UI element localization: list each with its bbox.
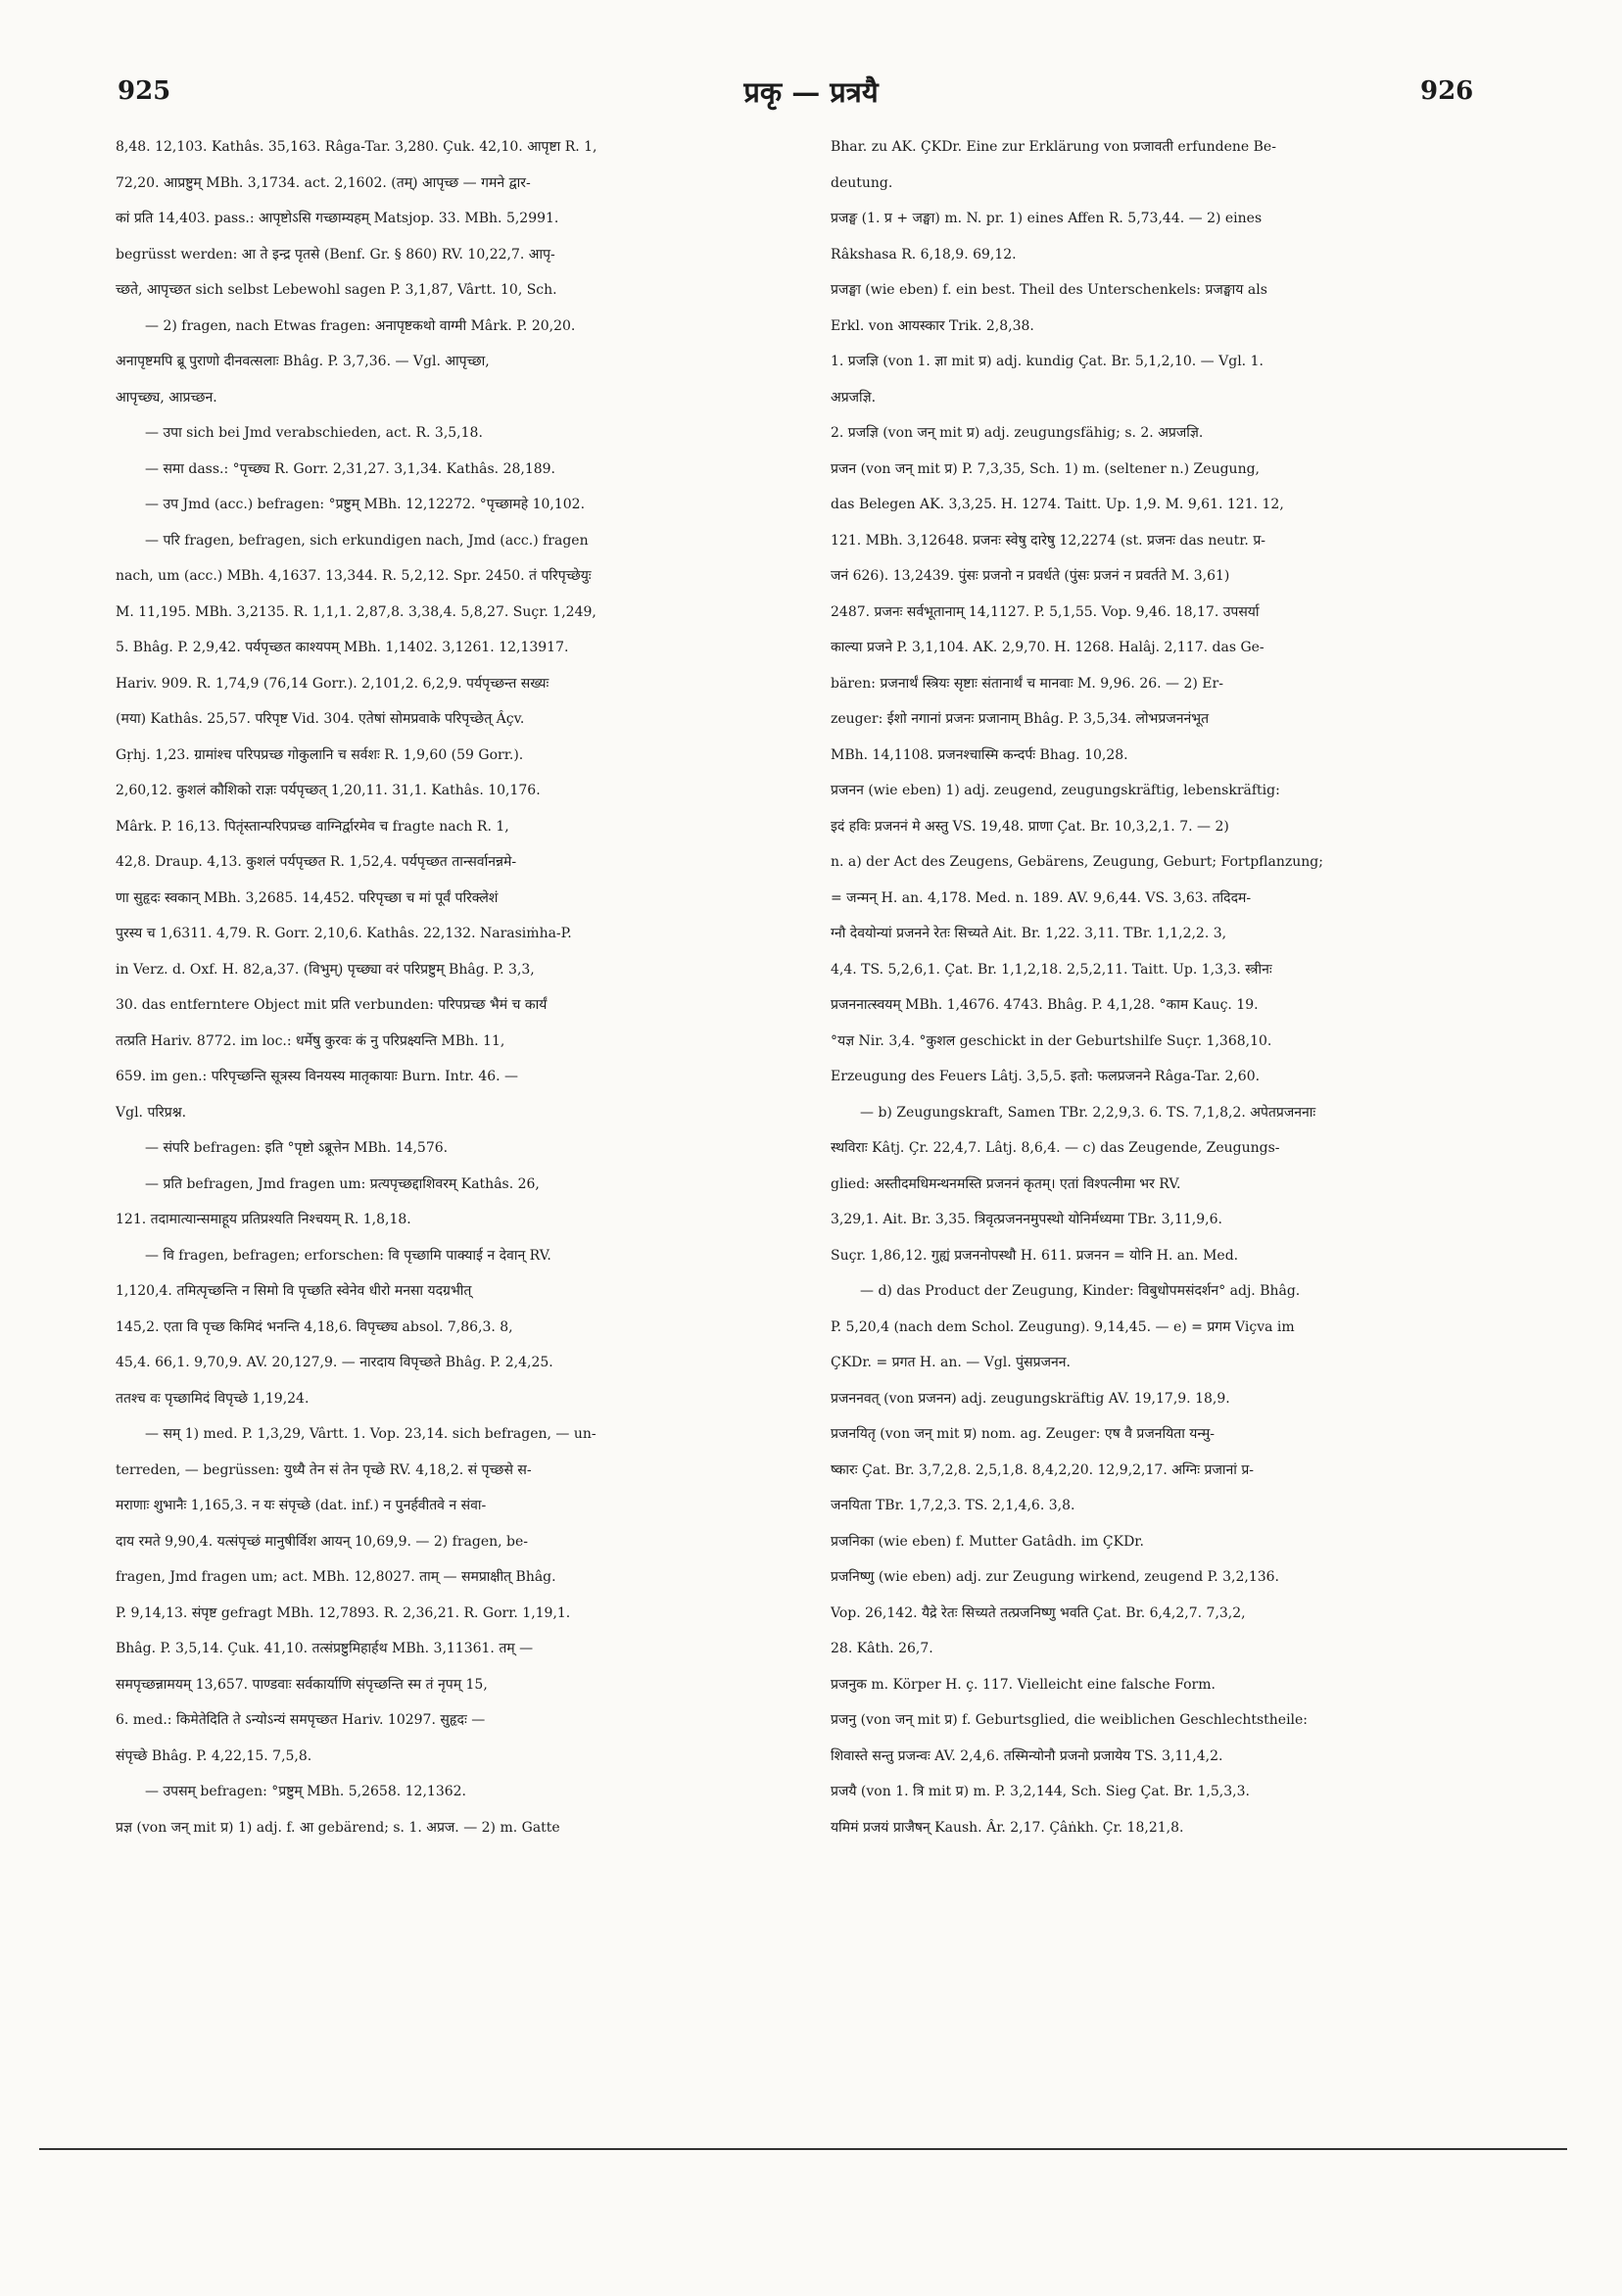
text-line: ततश्च वः पृच्छामिदं विपृच्छे 1,19,24. xyxy=(116,1390,310,1407)
text-line: 659. im gen.: परिपृच्छन्ति सूत्रस्य विनयस्य मातृकायाः Burn. Intr. 46. — xyxy=(116,1069,519,1084)
text-line: — समा dass.: °पृच्छ्य R. Gorr. 2,31,27. 3,1,34. Kathâs. 28,189. xyxy=(145,460,556,477)
text-line: स्थविराः Kâtj. Çr. 22,4,7. Lâtj. 8,6,4. — c) das Zeugende, Zeugungs- xyxy=(831,1140,1280,1156)
text-line: Bhâg. P. 3,5,14. Çuk. 41,10. तत्संप्रष्टुमिहार्हथ MBh. 3,11361. तम् — xyxy=(116,1641,534,1656)
text-line: zeuger: ईशो नगानां प्रजनः प्रजानाम् Bhâg. P. 3,5,34. लोभप्रजननंभूत xyxy=(831,711,1210,727)
bottom-rule xyxy=(39,2148,1567,2150)
text-line: 1. प्रजज्ञि (von 1. ज्ञा mit प्र) adj. kundig Çat. Br. 5,1,2,10. — Vgl. 1. xyxy=(831,354,1264,369)
text-line: Râkshasa R. 6,18,9. 69,12. xyxy=(831,246,1017,263)
text-line: — उपसम् befragen: °प्रष्टुम् MBh. 5,2658. 12,1362. xyxy=(145,1784,466,1799)
text-line: (मया) Kathâs. 25,57. परिपृष्ट Vid. 304. एतेषां सोमप्रवाके परिपृच्छेत् Âçv. xyxy=(116,711,525,727)
text-line: 2. प्रजज्ञि (von जन् mit प्र) adj. zeugungsfähig; s. 2. अप्रजज्ञि. xyxy=(831,425,1204,441)
text-line: तत्प्रति Hariv. 8772. im loc.: धर्मेषु कुरवः कं नु परिप्रक्ष्यन्ति MBh. 11, xyxy=(116,1032,505,1049)
text-line: प्रजननात्स्वयम् MBh. 1,4676. 4743. Bhâg. P. 4,1,28. °काम Kauç. 19. xyxy=(831,997,1259,1013)
text-line: das Belegen AK. 3,3,25. H. 1274. Taitt. Up. 1,9. M. 9,61. 121. 12, xyxy=(831,497,1284,512)
text-line: — संपरि befragen: इति °पृष्टो ऽब्रूत्तेन MBh. 14,576. xyxy=(145,1140,449,1156)
text-line: च्छते, आपृच्छत sich selbst Lebewohl sagen P. 3,1,87, Vârtt. 10, Sch. xyxy=(116,282,557,298)
text-line: आपृच्छ्य, आप्रच्छन. xyxy=(116,389,217,406)
text-line: जनं 626). 13,2439. पुंसः प्रजनो न प्रवर्धते (पुंसः प्रजनं न प्रवर्तते M. 3,61) xyxy=(831,568,1230,584)
text-line: 3,29,1. Ait. Br. 3,35. त्रिवृत्प्रजननमुपस्थो योनिर्मध्यमा TBr. 3,11,9,6. xyxy=(831,1212,1222,1227)
text-line: प्रजनिष्णु (wie eben) adj. zur Zeugung wirkend, zeugend P. 3,2,136. xyxy=(831,1569,1279,1585)
text-line: glied: अस्तीदमधिमन्थनमस्ति प्रजननं कृतम्। एतां विश्पत्नीमा भर RV. xyxy=(831,1175,1181,1192)
text-line: इदं हविः प्रजननं मे अस्तु VS. 19,48. प्राणा Çat. Br. 10,3,2,1. 7. — 2) xyxy=(831,818,1229,835)
text-line: णा सुहृदः स्वकान् MBh. 3,2685. 14,452. परिपृच्छा च मां पूर्वं परिक्लेशं xyxy=(116,889,499,906)
text-line: प्रजङ्घ (1. प्र + जङ्घा) m. N. pr. 1) eines Affen R. 5,73,44. — 2) eines xyxy=(831,211,1263,226)
text-line: Suçr. 1,86,12. गुह्यं प्रजननोपस्थौ H. 611. प्रजनन = योनि H. an. Med. xyxy=(831,1247,1239,1264)
text-line: 42,8. Draup. 4,13. कुशलं पर्यपृच्छत R. 1,52,4. पर्यपृच्छत तान्सर्वानन्नमे- xyxy=(116,854,517,870)
text-line: 8,48. 12,103. Kathâs. 35,163. Râga-Tar. 3,280. Çuk. 42,10. आपृष्टा R. 1, xyxy=(116,139,597,155)
text-line: — सम् 1) med. P. 1,3,29, Vârtt. 1. Vop. 23,14. sich befragen, — un- xyxy=(145,1426,596,1442)
text-line: दाय रमते 9,90,4. यत्संपृच्छं मानुषीर्विश आयन् 10,69,9. — 2) fragen, be- xyxy=(116,1533,529,1550)
text-line: Hariv. 909. R. 1,74,9 (76,14 Gorr.). 2,101,2. 6,2,9. पर्यपृच्छन्त सख्यः xyxy=(116,675,549,692)
text-line: begrüsst werden: आ ते इन्द्र पृतसे (Benf. Gr. § 860) RV. 10,22,7. आपृ- xyxy=(116,246,555,263)
text-line: fragen, Jmd fragen um; act. MBh. 12,8027. ताम् — समप्राक्षीत् Bhâg. xyxy=(116,1569,556,1585)
text-line: प्रजनिका (wie eben) f. Mutter Gatâdh. im ÇKDr. xyxy=(831,1533,1144,1550)
text-line: काल्या प्रजने P. 3,1,104. AK. 2,9,70. H. 1268. Halâj. 2,117. das Ge- xyxy=(831,640,1264,655)
text-line: प्रजनु (von जन् mit प्र) f. Geburtsglied, die weiblichen Geschlechtstheile: xyxy=(831,1712,1309,1728)
text-line: terreden, — begrüssen: युध्यै तेन सं तेन पृच्छे RV. 4,18,2. सं पृच्छसे स- xyxy=(116,1461,532,1478)
text-line: 145,2. एता वि पृच्छ किमिदं भनन्ति 4,18,6. विपृच्छ्य absol. 7,86,3. 8, xyxy=(116,1318,513,1335)
text-line: °यज्ञ Nir. 3,4. °कुशल geschickt in der Geburtshilfe Suçr. 1,368,10. xyxy=(831,1032,1272,1049)
text-line: 5. Bhâg. P. 2,9,42. पर्यपृच्छत काश्यपम् MBh. 1,1402. 3,1261. 12,13917. xyxy=(116,640,569,655)
text-line: पुरस्य च 1,6311. 4,79. R. Gorr. 2,10,6. Kathâs. 22,132. Narasiṁha-P. xyxy=(116,926,572,941)
text-line: शिवास्ते सन्तु प्रजन्वः AV. 2,4,6. तस्मिन्योनौ प्रजनो प्रजायेय TS. 3,11,4,2. xyxy=(831,1747,1223,1764)
text-line: M. 11,195. MBh. 3,2135. R. 1,1,1. 2,87,8. 3,38,4. 5,8,27. Suçr. 1,249, xyxy=(116,603,596,620)
text-line: Vgl. परिप्रश्न. xyxy=(116,1104,187,1121)
page-number-left: 925 xyxy=(118,76,171,106)
text-line: nach, um (acc.) MBh. 4,1637. 13,344. R. 5,2,12. Spr. 2450. तं परिपृच्छेयुः xyxy=(116,568,592,584)
page-number-right: 926 xyxy=(1420,76,1474,106)
text-line: — 2) fragen, nach Etwas fragen: अनापृष्टकथो वाग्मी Mârk. P. 20,20. xyxy=(145,317,576,334)
text-line: 121. तदामात्यान्समाहूय प्रतिप्रश्यति निश्चयम् R. 1,8,18. xyxy=(116,1212,411,1227)
text-line: प्रजयै (von 1. त्रि mit प्र) m. P. 3,2,144, Sch. Sieg Çat. Br. 1,5,3,3. xyxy=(831,1784,1250,1799)
text-line: deutung. xyxy=(831,174,893,191)
text-line: प्रजनन (wie eben) 1) adj. zeugend, zeugungskräftig, lebenskräftig: xyxy=(831,783,1280,798)
text-line: MBh. 14,1108. प्रजनश्चास्मि कन्दर्पः Bhag. 10,28. xyxy=(831,746,1128,763)
text-line: — परि fragen, befragen, sich erkundigen nach, Jmd (acc.) fragen xyxy=(145,532,589,549)
text-line: P. 5,20,4 (nach dem Schol. Zeugung). 9,14,45. — e) = प्रगम Viçva im xyxy=(831,1318,1295,1335)
text-line: — प्रति befragen, Jmd fragen um: प्रत्यपृच्छद्दाशिवरम् Kathâs. 26, xyxy=(145,1175,540,1192)
text-line: = जन्मन् H. an. 4,178. Med. n. 189. AV. 9,6,44. VS. 3,63. तदिदम- xyxy=(831,889,1252,906)
text-line: 28. Kâth. 26,7. xyxy=(831,1641,933,1656)
text-line: प्रज्ञ (von जन् mit प्र) 1) adj. f. आ gebärend; s. 1. अप्रज. — 2) m. Gatte xyxy=(116,1819,560,1836)
left-column xyxy=(116,129,774,1990)
text-line: 30. das entferntere Object mit प्रति verbunden: परिपप्रच्छ भैमं च कार्यं xyxy=(116,997,548,1013)
text-line: मराणाः शुभानैः 1,165,3. न यः संपृच्छे (dat. inf.) न पुनर्हवीतवे न संवा- xyxy=(116,1498,487,1513)
text-line: — उपा sich bei Jmd verabschieden, act. R. 3,5,18. xyxy=(145,425,483,441)
text-line: Erkl. von आयस्कार Trik. 2,8,38. xyxy=(831,317,1034,334)
text-line: Vop. 26,142. यैद्रे रेतः सिच्यते तत्प्रजनिष्णु भवति Çat. Br. 6,4,2,7. 7,3,2, xyxy=(831,1604,1246,1621)
text-line: n. a) der Act des Zeugens, Gebärens, Zeugung, Geburt; Fortpflanzung; xyxy=(831,854,1323,870)
text-line: जनयिता TBr. 1,7,2,3. TS. 2,1,4,6. 3,8. xyxy=(831,1498,1075,1513)
text-line: प्रजङ्घा (wie eben) f. ein best. Theil des Unterschenkels: प्रजङ्घाय als xyxy=(831,282,1267,298)
text-line: 1,120,4. तमित्पृच्छन्ति न सिमो वि पृच्छति स्वेनेव धीरो मनसा यदग्रभीत् xyxy=(116,1283,472,1299)
text-line: समपृच्छन्नामयम् 13,657. पाण्डवाः सर्वकार्याणि संपृच्छन्ति स्म तं नृपम् 15, xyxy=(116,1676,488,1693)
text-line: संपृच्छे Bhâg. P. 4,22,15. 7,5,8. xyxy=(116,1747,312,1764)
text-line: प्रजननवत् (von प्रजनन) adj. zeugungskräftig AV. 19,17,9. 18,9. xyxy=(831,1390,1230,1407)
text-line: in Verz. d. Oxf. H. 82,a,37. (विभुम्) पृच्छ्या वरं परिप्रष्टुम् Bhâg. P. 3,3, xyxy=(116,961,535,978)
text-line: Mârk. P. 16,13. पितृंस्तान्परिपप्रच्छ वाग्निर्द्वारमेव च fragte nach R. 1, xyxy=(116,818,509,835)
text-line: ग्नौ देवयोन्यां प्रजनने रेतः सिच्यते Ait. Br. 1,22. 3,11. TBr. 1,1,2,2. 3, xyxy=(831,926,1227,941)
text-line: 72,20. आप्रष्टुम् MBh. 3,1734. act. 2,1602. (तम्) आपृच्छ — गमने द्वार- xyxy=(116,174,531,191)
text-line: Bhar. zu AK. ÇKDr. Eine zur Erklärung von प्रजावती erfundene Be- xyxy=(831,139,1276,155)
text-line: 6. med.: किमेतेदिति ते ऽन्योऽन्यं समपृच्छत Hariv. 10297. सुहृदः — xyxy=(116,1712,486,1728)
text-line: Erzeugung des Feuers Lâtj. 3,5,5. इतो: फलप्रजनने Râga-Tar. 2,60. xyxy=(831,1069,1261,1084)
text-line: 4,4. TS. 5,2,6,1. Çat. Br. 1,1,2,18. 2,5,2,11. Taitt. Up. 1,3,3. स्त्रीनः xyxy=(831,961,1272,978)
text-line: bären: प्रजनार्थं स्त्रियः सृष्टाः संतानार्थं च मानवाः M. 9,96. 26. — 2) Er- xyxy=(831,675,1223,692)
text-line: Gṛhj. 1,23. ग्रामांश्च परिपप्रच्छ गोकुलानि च सर्वशः R. 1,9,60 (59 Gorr.). xyxy=(116,746,524,763)
text-line: अनापृष्टमपि ब्रू पुराणो दीनवत्सलाः Bhâg. P. 3,7,36. — Vgl. आपृच्छा, xyxy=(116,354,490,369)
text-line: 121. MBh. 3,12648. प्रजनः स्वेषु दारेषु 12,2274 (st. प्रजनः das neutr. प्र- xyxy=(831,532,1266,549)
text-line: यमिमं प्रजयं प्राजैषन् Kaush. Âr. 2,17. Çâṅkh. Çr. 18,21,8. xyxy=(831,1819,1184,1836)
text-line: P. 9,14,13. संपृष्ट gefragt MBh. 12,7893. R. 2,36,21. R. Gorr. 1,19,1. xyxy=(116,1604,571,1621)
text-line: प्रजनुक m. Körper H. ç. 117. Vielleicht eine falsche Form. xyxy=(831,1676,1216,1693)
text-line: — वि fragen, befragen; erforschen: वि पृच्छामि पाक्याई न देवान् RV. xyxy=(145,1247,551,1264)
text-line: 45,4. 66,1. 9,70,9. AV. 20,127,9. — नारदाय विपृच्छते Bhâg. P. 2,4,25. xyxy=(116,1355,553,1370)
text-line: 2,60,12. कुशलं कौशिको राज्ञः पर्यपृच्छत् 1,20,11. 31,1. Kathâs. 10,176. xyxy=(116,783,541,798)
right-column xyxy=(831,129,1453,2069)
text-line: 2487. प्रजनः सर्वभूतानाम् 14,1127. P. 5,1,55. Vop. 9,46. 18,17. उपसर्या xyxy=(831,603,1260,620)
text-line: — d) das Product der Zeugung, Kinder: विबुधोपमसंदर्शन° adj. Bhâg. xyxy=(860,1283,1301,1299)
text-line: — उप Jmd (acc.) befragen: °प्रष्टुम् MBh. 12,12272. °पृच्छामहे 10,102. xyxy=(145,497,586,512)
text-line: ÇKDr. = प्रगत H. an. — Vgl. पुंसप्रजनन. xyxy=(831,1355,1071,1370)
text-line: ष्कारः Çat. Br. 3,7,2,8. 2,5,1,8. 8,4,2,20. 12,9,2,17. अग्निः प्रजानां प्र- xyxy=(831,1461,1255,1478)
running-title: प्रकृ — प्रत्रयै xyxy=(743,75,879,109)
text-line: — b) Zeugungskraft, Samen TBr. 2,2,9,3. 6. TS. 7,1,8,2. अपेतप्रजननाः xyxy=(860,1104,1316,1121)
text-line: प्रजन (von जन् mit प्र) P. 7,3,35, Sch. 1) m. (seltener n.) Zeugung, xyxy=(831,460,1260,477)
text-line: कां प्रति 14,403. pass.: आपृष्टोऽसि गच्छाम्यहम् Matsjop. 33. MBh. 5,2991. xyxy=(116,211,559,226)
text-line: प्रजनयितृ (von जन् mit प्र) nom. ag. Zeuger: एष वै प्रजनयिता यन्मु- xyxy=(831,1426,1215,1442)
text-line: अप्रजज्ञि. xyxy=(831,389,877,406)
